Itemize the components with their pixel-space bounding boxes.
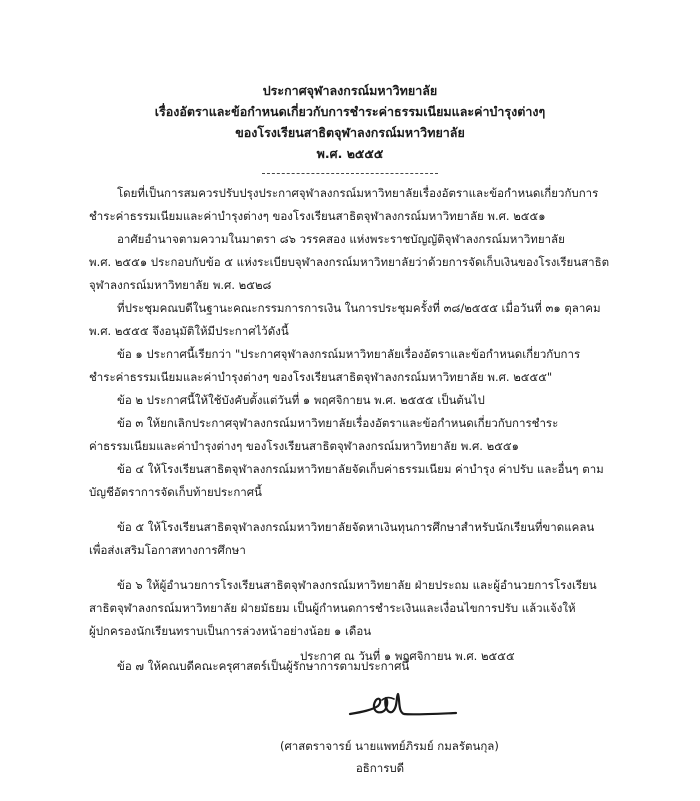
paragraph-preamble-3 (89, 297, 629, 343)
header-line-3: ของโรงเรียนสาธิตจุฬาลงกรณ์มหาวิทยาลัย (235, 125, 465, 140)
separator-line (262, 173, 438, 174)
header-line-2: เรื่องอัตราและข้อกำหนดเกี่ยวกับการชำระค่าธรรมเนียมและค่าบำรุงต่างๆ (154, 104, 546, 119)
paragraph-preamble-1 (89, 182, 629, 228)
text-line: ข้อ ๕ ให้โรงเรียนสาธิตจุฬาลงกรณ์มหาวิทยาลัยจัดหาเงินทุนการศึกษาสำหรับนักเรียนที่ขาดแคลน (117, 520, 595, 534)
text-line: ค่าธรรมเนียมและค่าบำรุงต่างๆ ของโรงเรียนสาธิตจุฬาลงกรณ์มหาวิทยาลัย พ.ศ. ๒๕๕๑ (89, 439, 519, 453)
announcement-body (89, 182, 629, 690)
text-line: สาธิตจุฬาลงกรณ์มหาวิทยาลัย ฝ่ายมัธยม เป็นผู้กำหนดการชำระเงินและเงื่อนไขการปรับ แล้วแจ้งให้ (89, 601, 576, 615)
text-line: ข้อ ๒ ประกาศนี้ให้ใช้บังคับตั้งแต่วันที่ ๑ พฤศจิกายน พ.ศ. ๒๕๕๕ เป็นต้นไป (117, 393, 485, 407)
text-line: ข้อ ๓ ให้ยกเลิกประกาศจุฬาลงกรณ์มหาวิทยาลัยเรื่องอัตราและข้อกำหนดเกี่ยวกับการชำระ (117, 416, 559, 430)
paragraph-preamble-2 (89, 228, 629, 297)
clause-6 (89, 574, 629, 643)
text-line: พ.ศ. ๒๕๕๕ จึงอนุมัติให้มีประกาศไว้ดังนี้ (89, 324, 289, 338)
signer-position: อธิการบดี (355, 761, 405, 775)
text-line: โดยที่เป็นการสมควรปรับปรุงประกาศจุฬาลงกรณ์มหาวิทยาลัยเรื่องอัตราและข้อกำหนดเกี่ยวกับการ (117, 186, 599, 200)
text-line: ที่ประชุมคณบดีในฐานะคณะกรรมการการเงิน ในการประชุมครั้งที่ ๓๘/๒๕๕๕ เมื่อวันที่ ๓๑ ตุลาคม (117, 301, 601, 315)
text-line: ชำระค่าธรรมเนียมและค่าบำรุงต่างๆ ของโรงเรียนสาธิตจุฬาลงกรณ์มหาวิทยาลัย พ.ศ. ๒๕๕๕" (89, 370, 553, 384)
text-line: ข้อ ๖ ให้ผู้อำนวยการโรงเรียนสาธิตจุฬาลงกรณ์มหาวิทยาลัย ฝ่ายประถม และผู้อำนวยการโรงเรียน (117, 578, 597, 592)
text-line: จุฬาลงกรณ์มหาวิทยาลัย พ.ศ. ๒๕๒๘ (89, 278, 272, 292)
announcement-header (0, 80, 700, 164)
clause-4 (89, 458, 629, 504)
text-line: อาศัยอำนาจตามความในมาตรา ๘๖ วรรคสอง แห่งพระราชบัญญัติจุฬาลงกรณ์มหาวิทยาลัย (117, 232, 565, 246)
text-line: ข้อ ๔ ให้โรงเรียนสาธิตจุฬาลงกรณ์มหาวิทยาลัยจัดเก็บค่าธรรมเนียม ค่าบำรุง ค่าปรับ และอื่นๆ ตาม (117, 462, 604, 476)
clause-3 (89, 412, 629, 458)
text-line: บัญชีอัตราการจัดเก็บท้ายประกาศนี้ (89, 485, 262, 499)
signer-name: (ศาสตราจารย์ นายแพทย์ภิรมย์ กมลรัตนกุล) (280, 739, 499, 753)
handwritten-signature (342, 688, 462, 728)
text-line: ข้อ ๗ ให้คณบดีคณะครุศาสตร์เป็นผู้รักษาการตามประกาศนี้ (117, 659, 410, 673)
announcement-date: ประกาศ ณ วันที่ ๑ พฤศจิกายน พ.ศ. ๒๕๕๕ (300, 649, 515, 663)
text-line: ผู้ปกครองนักเรียนทราบเป็นการล่วงหน้าอย่างน้อย ๑ เดือน (89, 624, 372, 638)
clause-1 (89, 343, 629, 389)
header-line-1: ประกาศจุฬาลงกรณ์มหาวิทยาลัย (262, 83, 438, 98)
header-line-4: พ.ศ. ๒๕๕๕ (316, 146, 384, 161)
clause-5 (89, 516, 629, 562)
text-line: ชำระค่าธรรมเนียมและค่าบำรุงต่างๆ ของโรงเรียนสาธิตจุฬาลงกรณ์มหาวิทยาลัย พ.ศ. ๒๕๕๑ (89, 209, 546, 223)
signer-block (280, 735, 499, 779)
text-line: พ.ศ. ๒๕๕๑ ประกอบกับข้อ ๕ แห่งระเบียบจุฬาลงกรณ์มหาวิทยาลัยว่าด้วยการจัดเก็บเงินของโรงเรียนสาธิต (89, 255, 610, 269)
clause-2 (89, 389, 629, 412)
text-line: เพื่อส่งเสริมโอกาสทางการศึกษา (89, 543, 246, 557)
text-line: ข้อ ๑ ประกาศนี้เรียกว่า "ประกาศจุฬาลงกรณ์มหาวิทยาลัยเรื่องอัตราและข้อกำหนดเกี่ยวกับการ (117, 347, 581, 361)
